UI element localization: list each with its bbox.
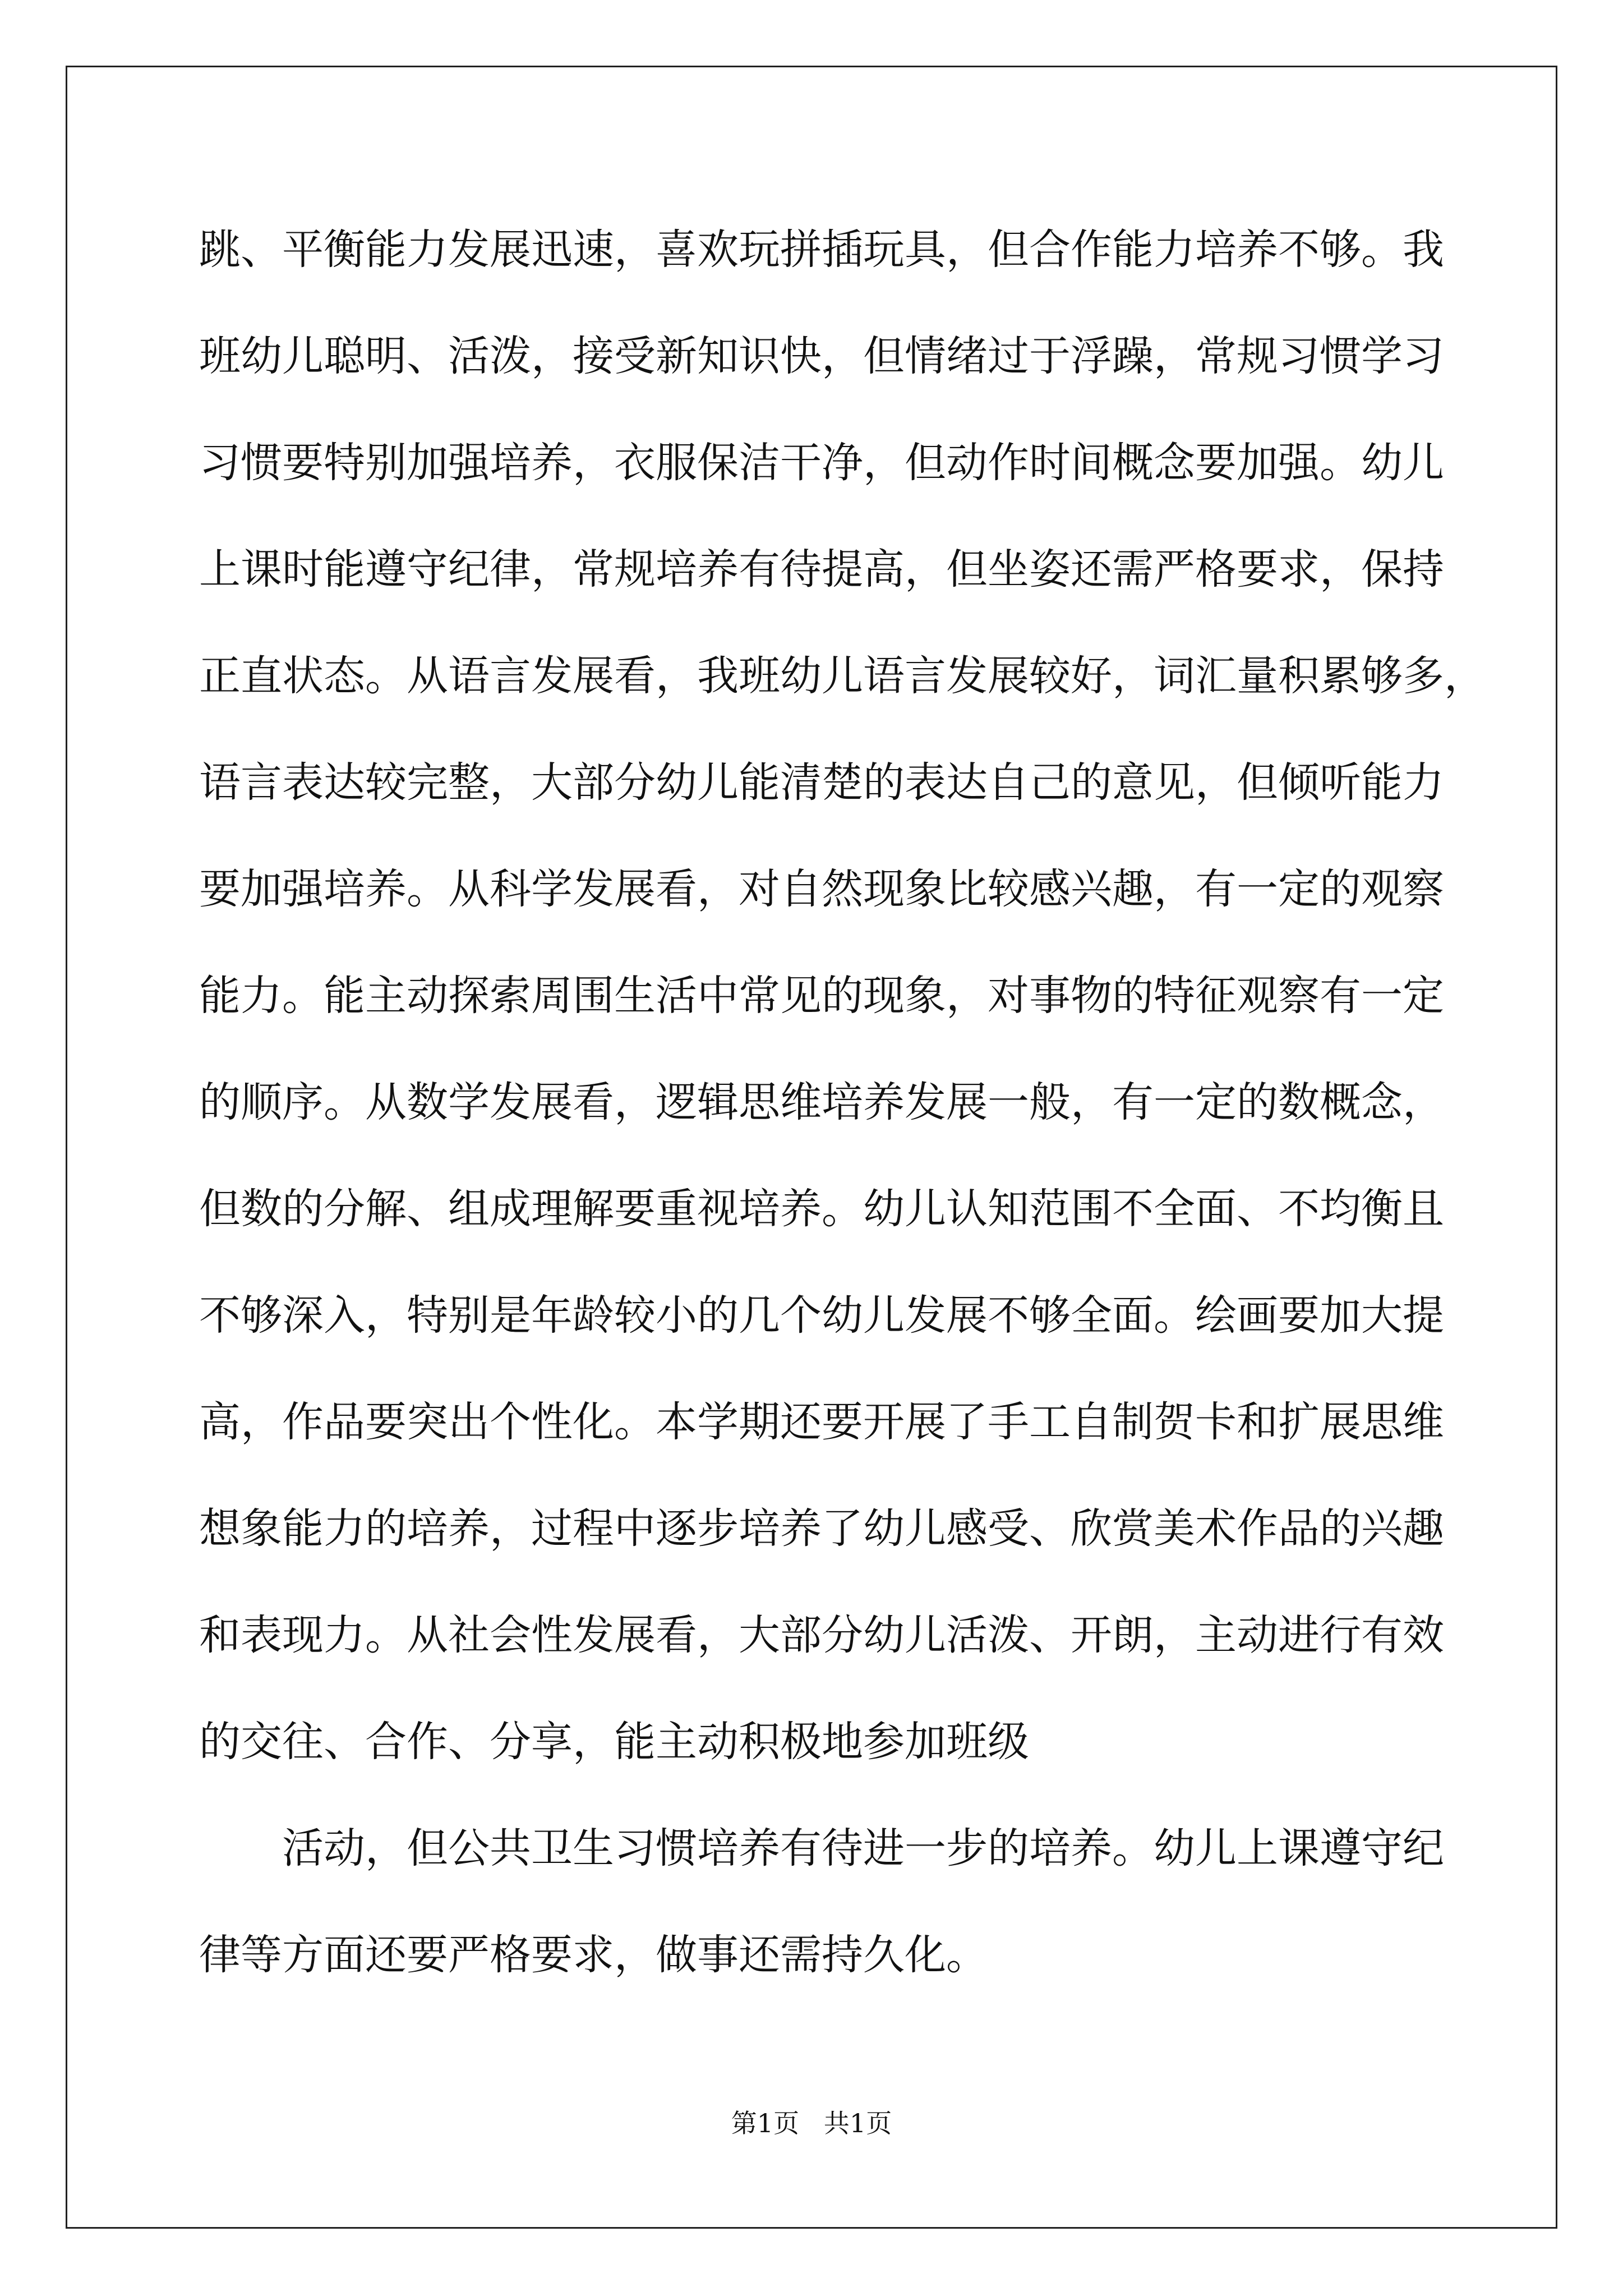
- text-line: 的交往、合作、分享，能主动积极地参加班级: [199, 1718, 1029, 1766]
- text-line: 想象能力的培养，过程中逐步培养了幼儿感受、欣赏美术作品的兴趣: [199, 1504, 1444, 1553]
- text-line: 正直状态。从语言发展看，我班幼儿语言发展较好，词汇量积累够多，: [199, 652, 1486, 700]
- text-line: 习惯要特别加强培养，衣服保洁干净，但动作时间概念要加强。幼儿: [199, 439, 1444, 487]
- text-line: 能力。能主动探索周围生活中常见的现象，对事物的特征观察有一定: [199, 972, 1444, 1020]
- text-line: 上课时能遵守纪律，常规培养有待提高，但坐姿还需严格要求，保持: [199, 545, 1444, 593]
- paragraph-2: [199, 1795, 1461, 2008]
- text-line: 跳、平衡能力发展迅速，喜欢玩拼插玩具，但合作能力培养不够。我: [199, 226, 1444, 274]
- text-line: 班幼儿聪明、活泼，接受新知识快，但情绪过于浮躁，常规习惯学习: [199, 332, 1444, 380]
- paragraph-1: [199, 196, 1486, 1795]
- page-footer: 第1页 共1页: [731, 2108, 892, 2138]
- document-body: [199, 196, 1486, 2008]
- text-line: 的顺序。从数学发展看，逻辑思维培养发展一般，有一定的数概念，: [199, 1078, 1444, 1126]
- text-line: 语言表达较完整，大部分幼儿能清楚的表达自己的意见，但倾听能力: [199, 758, 1444, 807]
- text-line: 但数的分解、组成理解要重视培养。幼儿认知范围不全面、不均衡且: [199, 1185, 1444, 1233]
- text-line: 活动，但公共卫生习惯培养有待进一步的培养。幼儿上课遵守纪: [282, 1824, 1444, 1872]
- text-line: 不够深入，特别是年龄较小的几个幼儿发展不够全面。绘画要加大提: [199, 1291, 1444, 1340]
- text-line: 高，作品要突出个性化。本学期还要开展了手工自制贺卡和扩展思维: [199, 1398, 1444, 1446]
- text-line: 律等方面还要严格要求，做事还需持久化。: [199, 1931, 988, 1979]
- text-line: 和表现力。从社会性发展看，大部分幼儿活泼、开朗，主动进行有效: [199, 1611, 1444, 1659]
- text-line: 要加强培养。从科学发展看，对自然现象比较感兴趣，有一定的观察: [199, 865, 1444, 913]
